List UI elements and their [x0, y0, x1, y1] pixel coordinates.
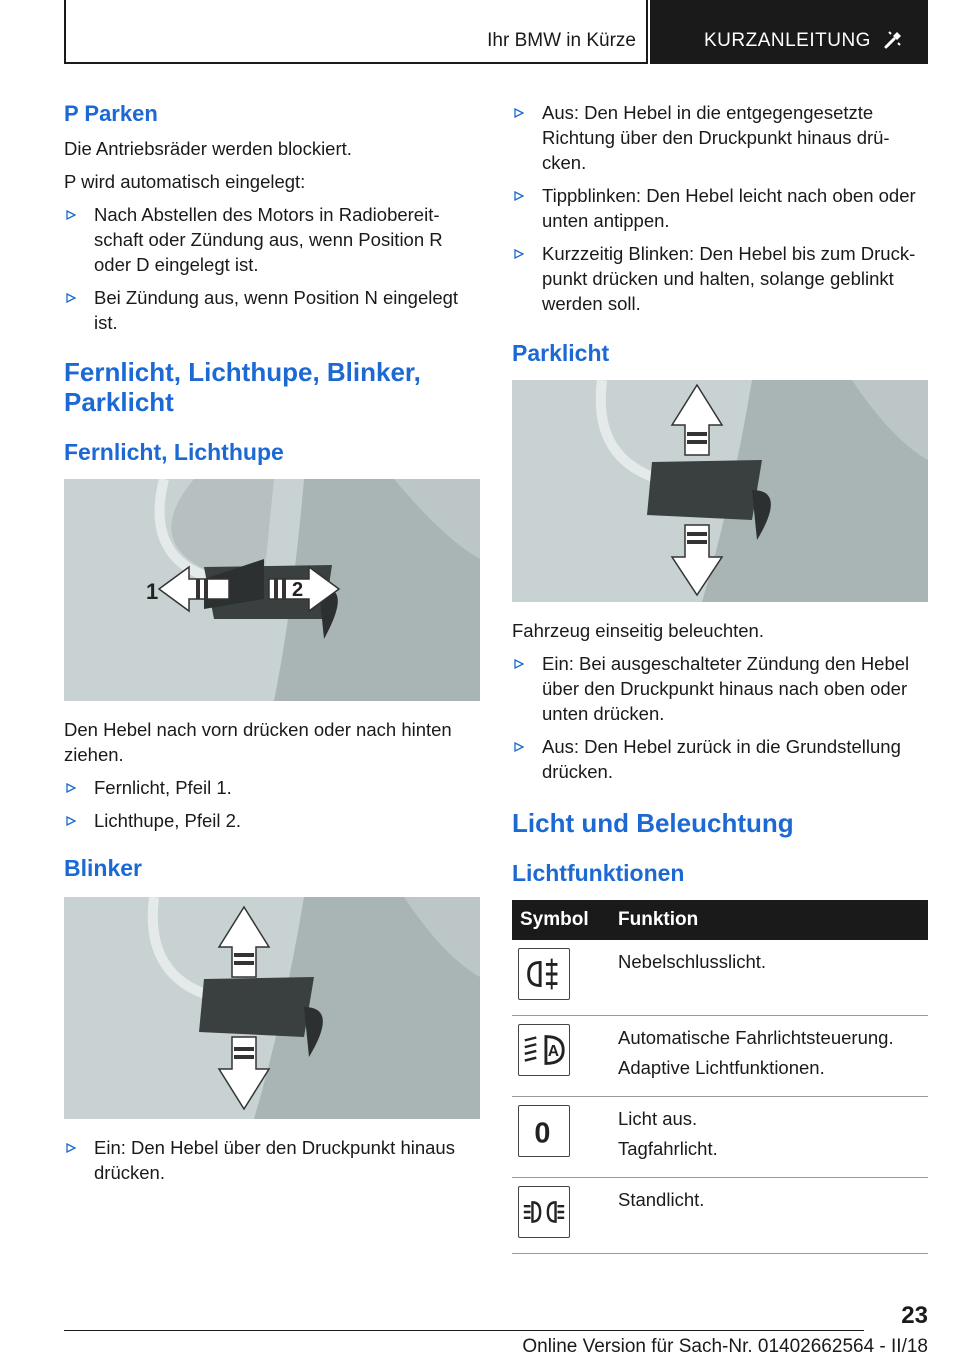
parken-list [64, 202, 480, 335]
list-item-text: Ein: Bei ausgeschalteter Zündung den Hebel über den Druckpunkt hinaus nach oben oder unten drücken. [542, 653, 910, 724]
triangle-bullet-icon [66, 293, 76, 303]
table-row [512, 940, 928, 1016]
lights-off-icon [518, 1105, 570, 1157]
triangle-bullet-icon [514, 742, 524, 752]
list-item-text: Ein: Den Hebel über den Druckpunkt hinaus drücken. [94, 1137, 455, 1183]
list-item [64, 1135, 480, 1185]
fernlicht-heading: Fernlicht, Lichthupe [64, 439, 284, 465]
triangle-bullet-icon [514, 249, 524, 259]
column-header-symbol: Symbol [512, 900, 610, 940]
light-functions-table [512, 900, 928, 1254]
triangle-bullet-icon [66, 210, 76, 220]
wrench-tool-icon [882, 28, 904, 50]
right-column [512, 100, 928, 1254]
parklicht-list [512, 651, 928, 784]
list-item-text: Aus: Den Hebel in die entgegengesetzte Richtung über den Druckpunkt hinaus drü-cken. [542, 102, 890, 173]
blinker-list-continued [512, 100, 928, 316]
figure-label-1: 1 [146, 579, 159, 604]
list-item-text: Lichthupe, Pfeil 2. [94, 810, 242, 831]
triangle-bullet-icon [66, 816, 76, 826]
left-column [64, 100, 480, 1193]
list-item [64, 202, 480, 277]
footer-version-text: Online Version für Sach-Nr. 01402662564 - II/18 [522, 1336, 928, 1357]
list-item-text: Tippblinken: Den Hebel leicht nach oben oder unten antippen. [542, 185, 916, 231]
list-item-text: Bei Zündung aus, wenn Position N eingelegt ist. [94, 287, 459, 333]
symbol-letter: 0 [534, 1117, 551, 1150]
list-item [512, 651, 928, 726]
function-text: Standlicht. [618, 1189, 705, 1210]
lichtfunktionen-heading: Lichtfunktionen [512, 860, 685, 886]
table-header-row [512, 900, 928, 940]
function-text: Tagfahrlicht. [618, 1138, 718, 1159]
blinker-list [64, 1135, 480, 1185]
function-text: Automatische Fahrlichtsteuerung. [618, 1027, 894, 1048]
parklicht-caption: Fahrzeug einseitig beleuchten. [512, 620, 764, 641]
triangle-bullet-icon [66, 1143, 76, 1153]
table-row [512, 1178, 928, 1254]
header-chapter-box [650, 0, 928, 64]
header-chapter-title: KURZANLEITUNG [704, 30, 871, 51]
list-item-text: Fernlicht, Pfeil 1. [94, 777, 232, 798]
list-item [64, 775, 480, 800]
table-row [512, 1016, 928, 1097]
page-number: 23 [901, 1302, 928, 1329]
parken-text-1: Die Antriebsräder werden blockiert. [64, 138, 352, 159]
function-text: Licht aus. [618, 1108, 698, 1129]
function-text: Adaptive Lichtfunktionen. [618, 1057, 825, 1078]
function-text: Nebelschlusslicht. [618, 951, 767, 972]
triangle-bullet-icon [514, 659, 524, 669]
list-item [512, 734, 928, 784]
blinker-heading: Blinker [64, 855, 142, 881]
list-item-text: Aus: Den Hebel zurück in die Grundstellung drücken. [542, 736, 901, 782]
licht-heading: Licht und Beleuchtung [512, 808, 794, 838]
section-heading: Fernlicht, Lichthupe, Blinker, Parklicht [64, 357, 421, 417]
blinker-lever-image [64, 897, 480, 1119]
list-item-text: Kurzzeitig Blinken: Den Hebel bis zum Druck-punkt drücken und halten, solange geblinkt werden soll. [542, 243, 916, 314]
list-item-text: Nach Abstellen des Motors in Radiobereit-schaft oder Zündung aus, wenn Position R oder D eingelegt ist. [94, 204, 443, 275]
list-item [64, 808, 480, 833]
fernlicht-caption: Den Hebel nach vorn drücken oder nach hinten ziehen. [64, 719, 452, 765]
triangle-bullet-icon [514, 191, 524, 201]
figure-label-2: 2 [292, 579, 304, 601]
footer-divider [64, 1330, 864, 1331]
list-item [512, 241, 928, 316]
symbol-letter: A [547, 1042, 559, 1060]
rear-fog-light-icon [518, 948, 570, 1000]
fernlicht-list [64, 775, 480, 833]
header-section-title: Ihr BMW in Kürze [487, 30, 636, 51]
parking-light-icon [518, 1186, 570, 1238]
triangle-bullet-icon [66, 783, 76, 793]
table-row [512, 1097, 928, 1178]
automatic-headlight-icon [518, 1024, 570, 1076]
list-item [64, 285, 480, 335]
parklicht-heading: Parklicht [512, 340, 610, 366]
page-header [64, 0, 928, 64]
header-section-box [64, 0, 648, 64]
column-header-function: Funktion [610, 900, 928, 940]
triangle-bullet-icon [514, 108, 524, 118]
parken-text-2: P wird automatisch eingelegt: [64, 171, 306, 192]
parken-heading: P Parken [64, 101, 158, 126]
fernlicht-lever-image [64, 479, 480, 701]
list-item [512, 183, 928, 233]
list-item [512, 100, 928, 175]
parklicht-lever-image [512, 380, 928, 602]
